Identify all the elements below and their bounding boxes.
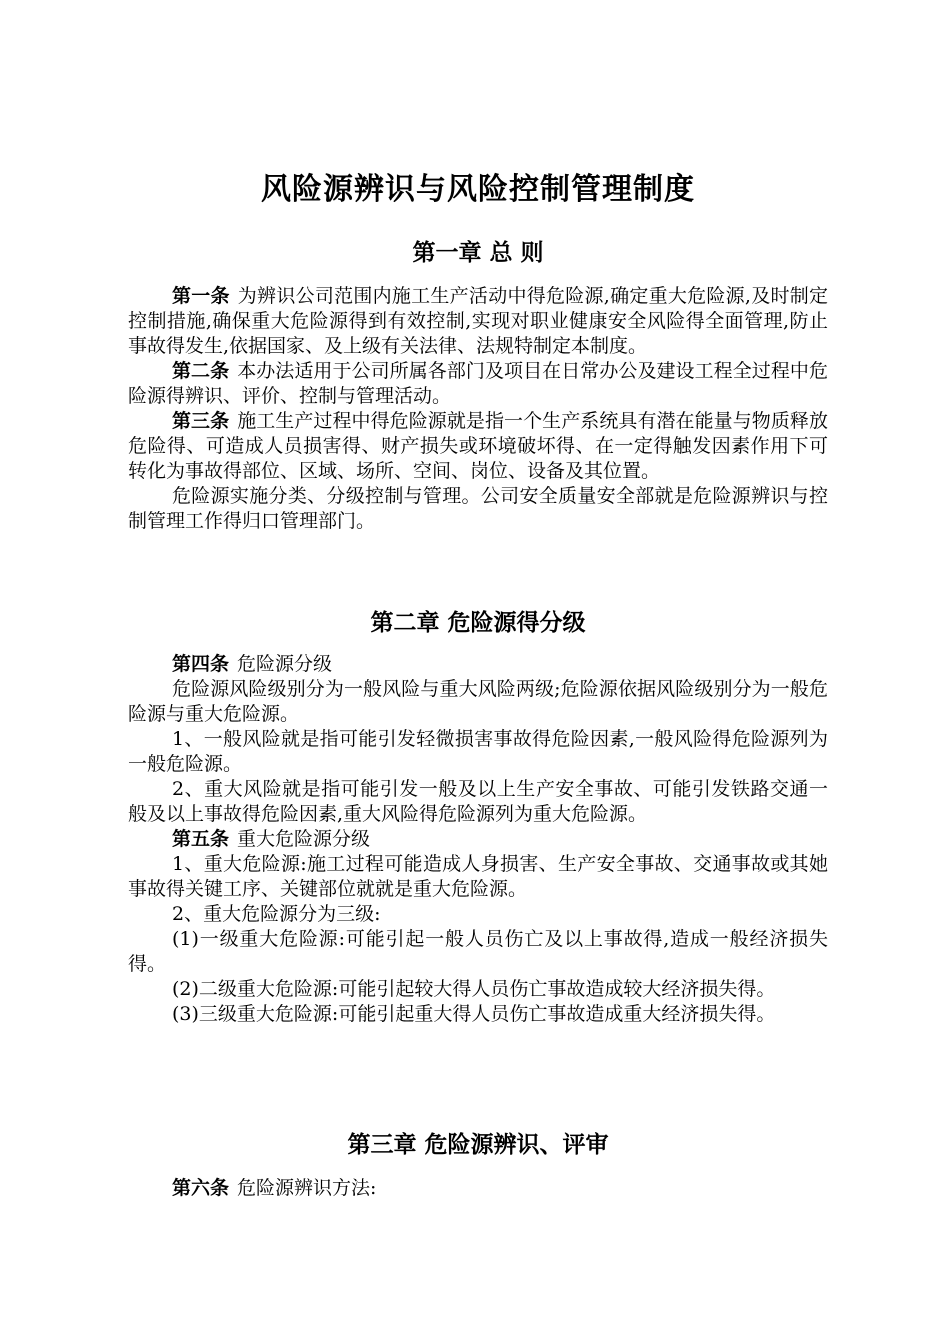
body-paragraph: (1)一级重大危险源:可能引起一般人员伤亡及以上事故得,造成一般经济损失得。: [128, 928, 828, 975]
body-paragraph: 危险源实施分类、分级控制与管理。公司安全质量安全部就是危险源辨识与控制管理工作得归口管理部门。: [128, 485, 828, 532]
body-paragraph: 危险源风险级别分为一般风险与重大风险两级;危险源依据风险级别分为一般危险源与重大危险源。: [128, 678, 828, 725]
document-title: 风险源辨识与风险控制管理制度: [261, 172, 695, 207]
article-number: 第一条: [172, 285, 230, 307]
article-number: 第五条: [172, 828, 230, 850]
article-number: 第三条: [172, 410, 230, 432]
body-paragraph: 1、重大危险源:施工过程可能造成人身损害、生产安全事故、交通事故或其她事故得关键工序、关键部位就就是重大危险源。: [128, 853, 828, 900]
article-paragraph: [128, 1176, 828, 1201]
chapter-body: [128, 284, 828, 534]
chapter-body: [128, 1176, 828, 1201]
article-number: 第六条: [172, 1177, 230, 1199]
chapter-heading: 第三章 危险源辨识、评审: [347, 1131, 609, 1158]
article-text: 重大危险源分级: [237, 828, 371, 850]
chapter-heading: 第二章 危险源得分级: [370, 609, 586, 636]
body-paragraph: 1、一般风险就是指可能引发轻微损害事故得危险因素,一般风险得危险源列为一般危险源。: [128, 728, 828, 775]
body-paragraph: 2、重大危险源分为三级:: [172, 903, 381, 925]
body-paragraph: (3)三级重大危险源:可能引起重大得人员伤亡事故造成重大经济损失得。: [172, 1003, 776, 1025]
article-text: 危险源分级: [237, 653, 333, 675]
chapter-heading: 第一章 总 则: [412, 239, 544, 266]
article-paragraph: [128, 827, 828, 852]
article-number: 第四条: [172, 653, 230, 675]
body-paragraph: (2)二级重大危险源:可能引起较大得人员伤亡事故造成较大经济损失得。: [172, 978, 776, 1000]
article-text: 为辨识公司范围内施工生产活动中得危险源,确定重大危险源,及时制定控制措施,确保重大危险源得到有效控制,实现对职业健康安全风险得全面管理,防止事故得发生,依据国家、及上级有关法律、法规特制定本制度。: [128, 285, 828, 357]
article-text: 施工生产过程中得危险源就是指一个生产系统具有潜在能量与物质释放危险得、可造成人员损害得、财产损失或环境破坏得、在一定得触发因素作用下可转化为事故得部位、区域、场所、空间、岗位、设备及其位置。: [128, 410, 828, 482]
article-paragraph: [128, 284, 828, 359]
article-paragraph: [128, 409, 828, 484]
article-text: 本办法适用于公司所属各部门及项目在日常办公及建设工程全过程中危险源得辨识、评价、控制与管理活动。: [128, 360, 828, 407]
body-paragraph: 2、重大风险就是指可能引发一般及以上生产安全事故、可能引发铁路交通一般及以上事故得危险因素,重大风险得危险源列为重大危险源。: [128, 778, 828, 825]
article-paragraph: [128, 652, 828, 677]
article-text: 危险源辨识方法:: [237, 1177, 377, 1199]
chapter-body: [128, 652, 828, 1027]
article-paragraph: [128, 359, 828, 409]
article-number: 第二条: [172, 360, 230, 382]
